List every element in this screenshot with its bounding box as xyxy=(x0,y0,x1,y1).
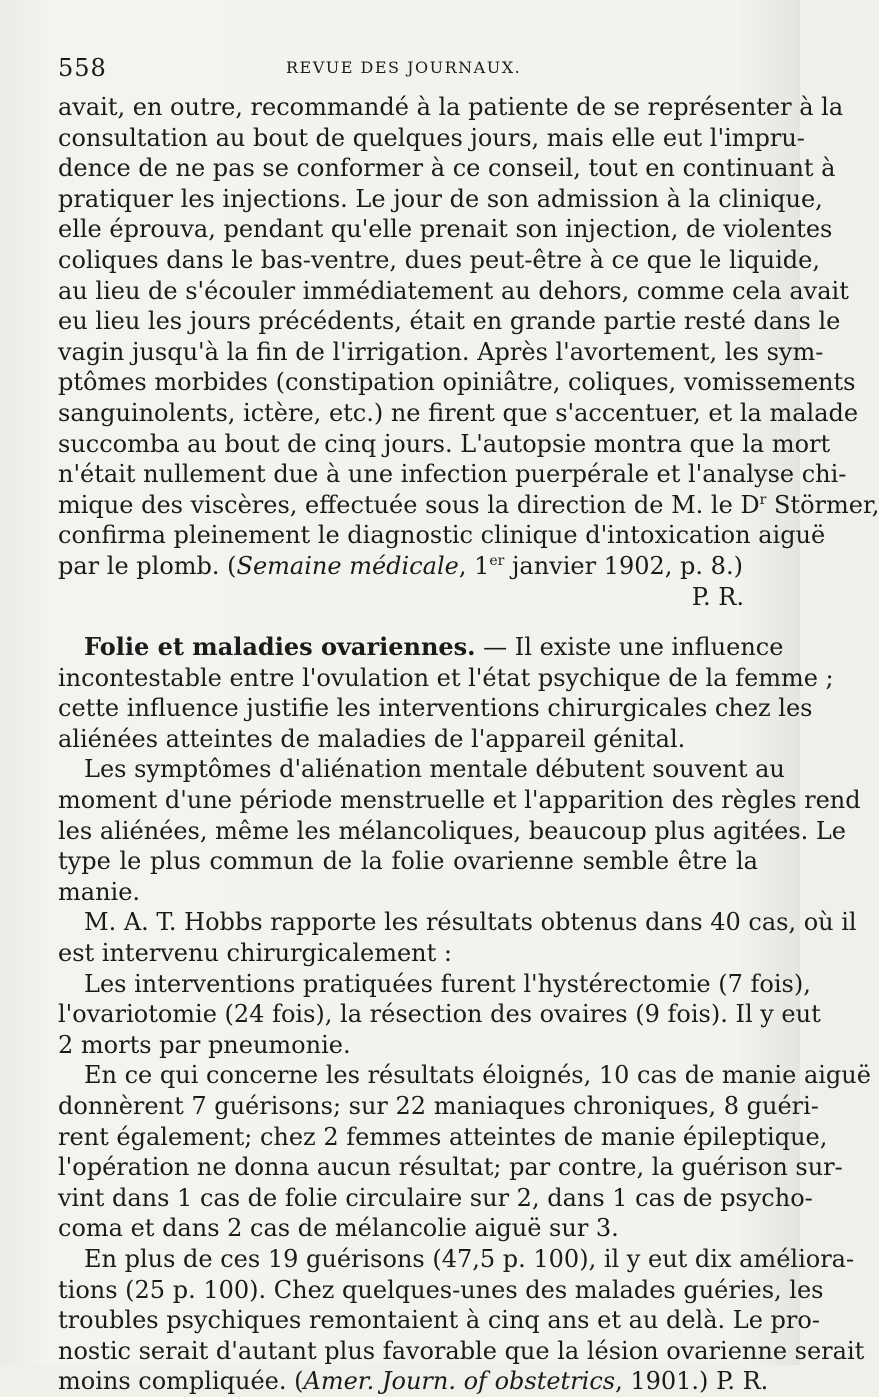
text-line: ptômes morbides (constipation opiniâtre, coliques, vomissements xyxy=(58,368,856,397)
text-line: nostic serait d'autant plus favorable que la lésion ovarienne serait xyxy=(58,1336,865,1365)
article-heading-line xyxy=(58,632,784,663)
text-line: au lieu de s'écouler immédiatement au dehors, comme cela avait xyxy=(58,276,849,305)
text-line: eu lieu les jours précédents, était en grande partie resté dans le xyxy=(58,307,841,336)
text-line: rent également; chez 2 femmes atteintes de manie épileptique, xyxy=(58,1122,828,1151)
text-line: cette influence justifie les interventions chirurgicales chez les xyxy=(58,694,813,723)
text-line: type le plus commun de la folie ovarienne semble être la xyxy=(58,847,758,876)
superscript: r xyxy=(759,491,767,508)
text-fragment: Störmer, xyxy=(766,490,879,519)
text-line: manie. xyxy=(58,877,141,906)
text-fragment: janvier 1902, p. 8.) xyxy=(504,551,743,580)
page-number: 558 xyxy=(58,54,107,82)
citation-line xyxy=(58,1366,769,1397)
running-head: REVUE DES JOURNAUX. xyxy=(286,58,522,77)
text-line: coliques dans le bas-ventre, dues peut-être à ce que le liquide, xyxy=(58,245,820,274)
text-line: troubles psychiques remontaient à cinq ans et au delà. Le pro- xyxy=(58,1306,820,1335)
text-line: moment d'une période menstruelle et l'apparition des règles rend xyxy=(58,786,861,815)
text-line: l'ovariotomie (24 fois), la résection des ovaires (9 fois). Il y eut xyxy=(58,1000,821,1029)
section-gap xyxy=(58,612,758,632)
journal-title: Semaine médicale xyxy=(236,551,459,580)
text-fragment: par le plomb. ( xyxy=(58,551,237,580)
text-line: avait, en outre, recommandé à la patiente de se représenter à la xyxy=(58,93,844,121)
text-line: incontestable entre l'ovulation et l'état psychique de la femme ; xyxy=(58,663,834,692)
text-line: coma et dans 2 cas de mélancolie aiguë sur 3. xyxy=(58,1214,619,1243)
article-title: Folie et maladies ovariennes. xyxy=(84,632,476,662)
text-line: dence de ne pas se conformer à ce conseil, tout en continuant à xyxy=(58,154,836,183)
text-line: vagin jusqu'à la fin de l'irrigation. Après l'avortement, les sym- xyxy=(58,337,824,366)
signature: P. R. xyxy=(691,582,744,611)
text-line: M. A. T. Hobbs rapporte les résultats obtenus dans 40 cas, où il xyxy=(84,908,857,937)
text-fragment: moins compliquée. ( xyxy=(58,1367,304,1396)
text-line: Les interventions pratiquées furent l'hystérectomie (7 fois), xyxy=(84,969,811,998)
text-line: sanguinolents, ictère, etc.) ne firent que s'accentuer, et la malade xyxy=(58,398,859,427)
text-line: pratiquer les injections. Le jour de son admission à la clinique, xyxy=(58,184,823,213)
body-text xyxy=(58,92,879,1397)
text-line: aliénées atteintes de maladies de l'appareil génital. xyxy=(58,724,686,753)
journal-title: Amer. Journ. of obstetrics xyxy=(303,1367,616,1396)
text-fragment: , 1901.) xyxy=(615,1367,709,1396)
text-line: En plus de ces 19 guérisons (47,5 p. 100), il y eut dix améliora- xyxy=(84,1244,855,1273)
superscript: er xyxy=(489,552,505,569)
citation-line xyxy=(58,551,758,582)
text-line: l'opération ne donna aucun résultat; par contre, la guérison sur- xyxy=(58,1153,843,1182)
text-line: 2 morts par pneumonie. xyxy=(58,1030,351,1059)
text-line: donnèrent 7 guérisons; sur 22 maniaques chroniques, 8 guéri- xyxy=(58,1092,819,1120)
text-line: tions (25 p. 100). Chez quelques-unes des malades guéries, les xyxy=(58,1275,824,1304)
text-fragment: mique des viscères, effectuée sous la direction de M. le D xyxy=(58,490,760,519)
text-fragment: , 1 xyxy=(458,551,490,580)
text-line: les aliénées, même les mélancoliques, beaucoup plus agitées. Le xyxy=(58,816,846,845)
text-line: est intervenu chirurgicalement : xyxy=(58,939,452,968)
page-header xyxy=(58,50,758,84)
text-line: confirma pleinement le diagnostic clinique d'intoxication aiguë xyxy=(58,521,826,550)
text-line: succomba au bout de cinq jours. L'autopsie montra que la mort xyxy=(58,429,831,458)
text-line: vint dans 1 cas de folie circulaire sur 2, dans 1 cas de psycho- xyxy=(58,1183,813,1212)
text-fragment: — Il existe une influence xyxy=(475,633,784,662)
signature: P. R. xyxy=(716,1367,769,1396)
text-line: En ce qui concerne les résultats éloignés, 10 cas de manie aiguë xyxy=(84,1061,871,1090)
text-line: consultation au bout de quelques jours, mais elle eut l'impru- xyxy=(58,123,805,152)
text-line: Les symptômes d'aliénation mentale débutent souvent au xyxy=(84,755,785,784)
text-line: elle éprouva, pendant qu'elle prenait son injection, de violentes xyxy=(58,215,833,244)
text-line: n'était nullement due à une infection puerpérale et l'analyse chi- xyxy=(58,460,847,489)
text-line xyxy=(58,490,879,521)
